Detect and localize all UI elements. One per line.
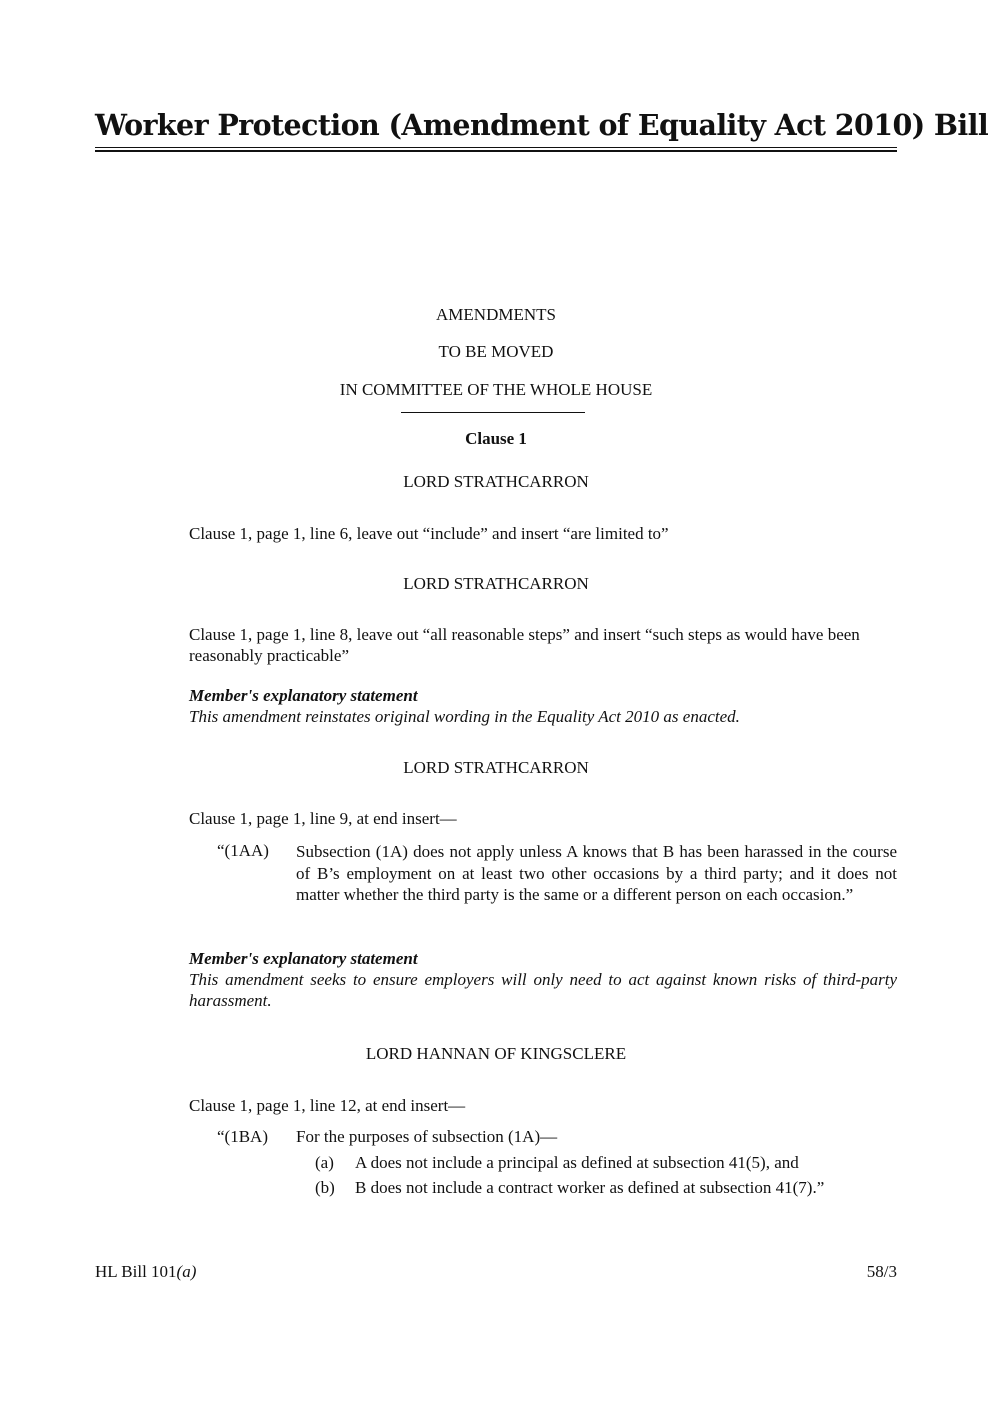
- explanatory-statement-text: This amendment reinstates original wording in the Equality Act 2010 as enacted.: [189, 707, 740, 726]
- item-text-b: B does not include a contract worker as defined at subsection 41(7).”: [355, 1178, 825, 1197]
- insert-text: Subsection (1A) does not apply unless A knows that B has been harassed in the course of B’s employment on at least two other occasions by a third party; and it does not matter whether the third party is the same or a different person on each occasion.”: [296, 842, 897, 905]
- explanatory-statement-text: This amendment seeks to ensure employers will only need to act against known risks of third-party harassment.: [189, 970, 897, 1010]
- footer-bill-reference: [95, 1262, 196, 1282]
- item-label-a: (a): [315, 1153, 334, 1172]
- amendment-mover: LORD STRATHCARRON: [403, 574, 589, 593]
- heading-divider: [401, 412, 585, 413]
- explanatory-statement-heading: Member's explanatory statement: [189, 686, 418, 705]
- insert-label: “(1BA): [217, 1127, 268, 1146]
- amendment-text: Clause 1, page 1, line 12, at end insert—: [189, 1096, 466, 1115]
- amendment-mover: LORD STRATHCARRON: [403, 472, 589, 491]
- amendment-text: Clause 1, page 1, line 9, at end insert—: [189, 809, 457, 828]
- amendment-mover: LORD HANNAN OF KINGSCLERE: [365, 1044, 627, 1063]
- title-rule-thin: [95, 147, 897, 148]
- footer-page-reference: 58/3: [866, 1262, 897, 1281]
- page-title: Worker Protection (Amendment of Equality Act 2010) Bill: [95, 108, 989, 142]
- insert-label: “(1AA): [217, 841, 269, 860]
- item-label-b: (b): [315, 1178, 335, 1197]
- amendment-text: Clause 1, page 1, line 6, leave out “include” and insert “are limited to”: [189, 524, 669, 543]
- bill-suffix: (a): [176, 1262, 197, 1281]
- heading-committee: IN COMMITTEE OF THE WHOLE HOUSE: [339, 380, 653, 399]
- item-text-a: A does not include a principal as defined at subsection 41(5), and: [355, 1153, 799, 1172]
- clause-heading: Clause 1: [465, 429, 527, 448]
- title-rule-thick: [95, 150, 897, 152]
- amendment-mover: LORD STRATHCARRON: [403, 758, 589, 777]
- heading-amendments: AMENDMENTS: [436, 305, 556, 324]
- heading-to-be-moved: TO BE MOVED: [438, 342, 554, 361]
- amendment-text: Clause 1, page 1, line 8, leave out “all reasonable steps” and insert “such steps as would have been reasonably practicable”: [189, 625, 860, 665]
- bill-ref: HL Bill 101: [95, 1262, 177, 1281]
- insert-text: For the purposes of subsection (1A)—: [296, 1127, 558, 1146]
- explanatory-statement-heading: Member's explanatory statement: [189, 949, 418, 968]
